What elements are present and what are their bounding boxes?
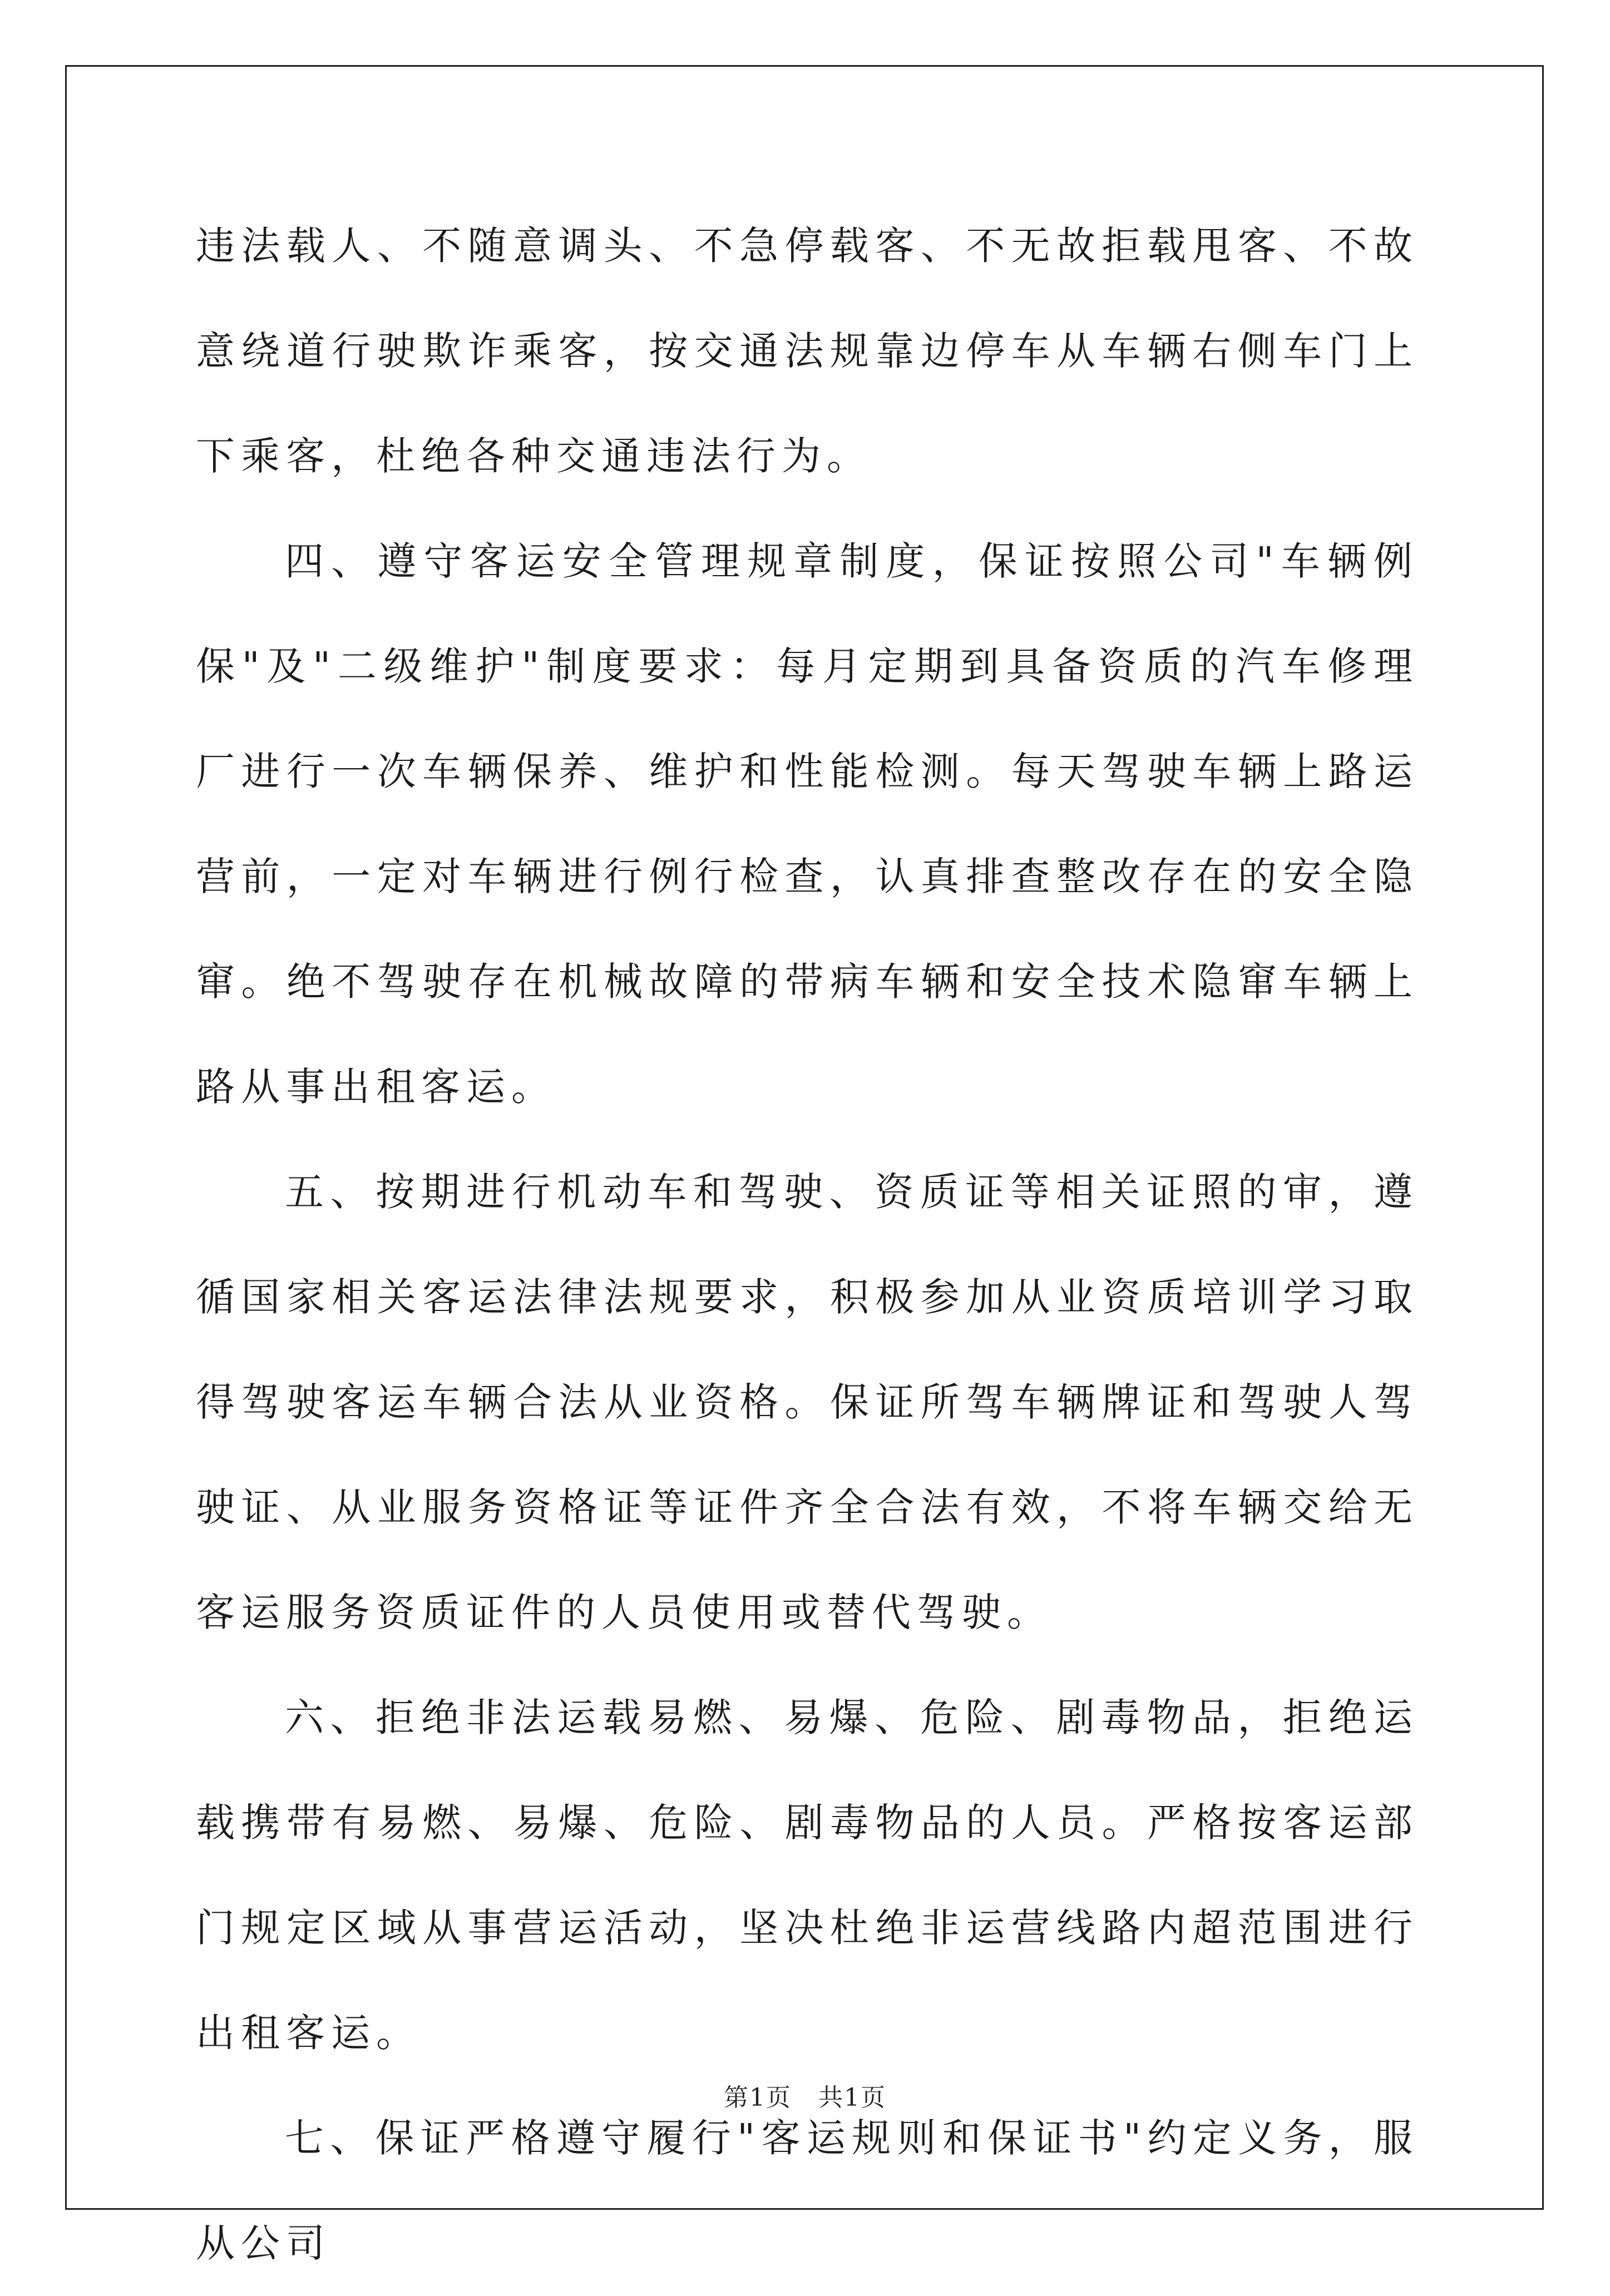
paragraph-item-7: 七、保证严格遵守履行"客运规则和保证书"约定义务，服从公司 (196, 2115, 1419, 2266)
document-body (196, 194, 1419, 2296)
paragraph-item-6: 六、拒绝非法运载易燃、易爆、危险、剧毒物品，拒绝运载携带有易燃、易爆、危险、剧毒物品的人员。严格按客运部门规定区域从事营运活动，坚决杜绝非运营线路内超范围进行出租客运。 (196, 1695, 1419, 2056)
page-footer (0, 2081, 1610, 2115)
paragraph-continuation: 违法载人、不随意调头、不急停载客、不无故拒载甩客、不故意绕道行驶欺诈乘客，按交通法规靠边停车从车辆右侧车门上下乘客，杜绝各种交通违法行为。 (196, 223, 1419, 479)
page-total: 共1页 (818, 2084, 886, 2112)
paragraph-item-4: 四、遵守客运安全管理规章制度，保证按照公司"车辆例保"及"二级维护"制度要求：每月定期到具备资质的汽车修理厂进行一次车辆保养、维护和性能检测。每天驾驶车辆上路运营前，一定对车辆进行例行检查，认真排查整改存在的安全隐窜。绝不驾驶存在机械故障的带病车辆和安全技术隐窜车辆上路从事出租客运。 (196, 538, 1419, 1110)
page-number: 第1页 (724, 2084, 792, 2112)
paragraph-item-5: 五、按期进行机动车和驾驶、资质证等相关证照的审，遵循国家相关客运法律法规要求，积极参加从业资质培训学习取得驾驶客运车辆合法从业资格。保证所驾车辆牌证和驾驶人驾驶证、从业服务资格证等证件齐全合法有效，不将车辆交给无客运服务资质证件的人员使用或替代驾驶。 (196, 1169, 1419, 1635)
